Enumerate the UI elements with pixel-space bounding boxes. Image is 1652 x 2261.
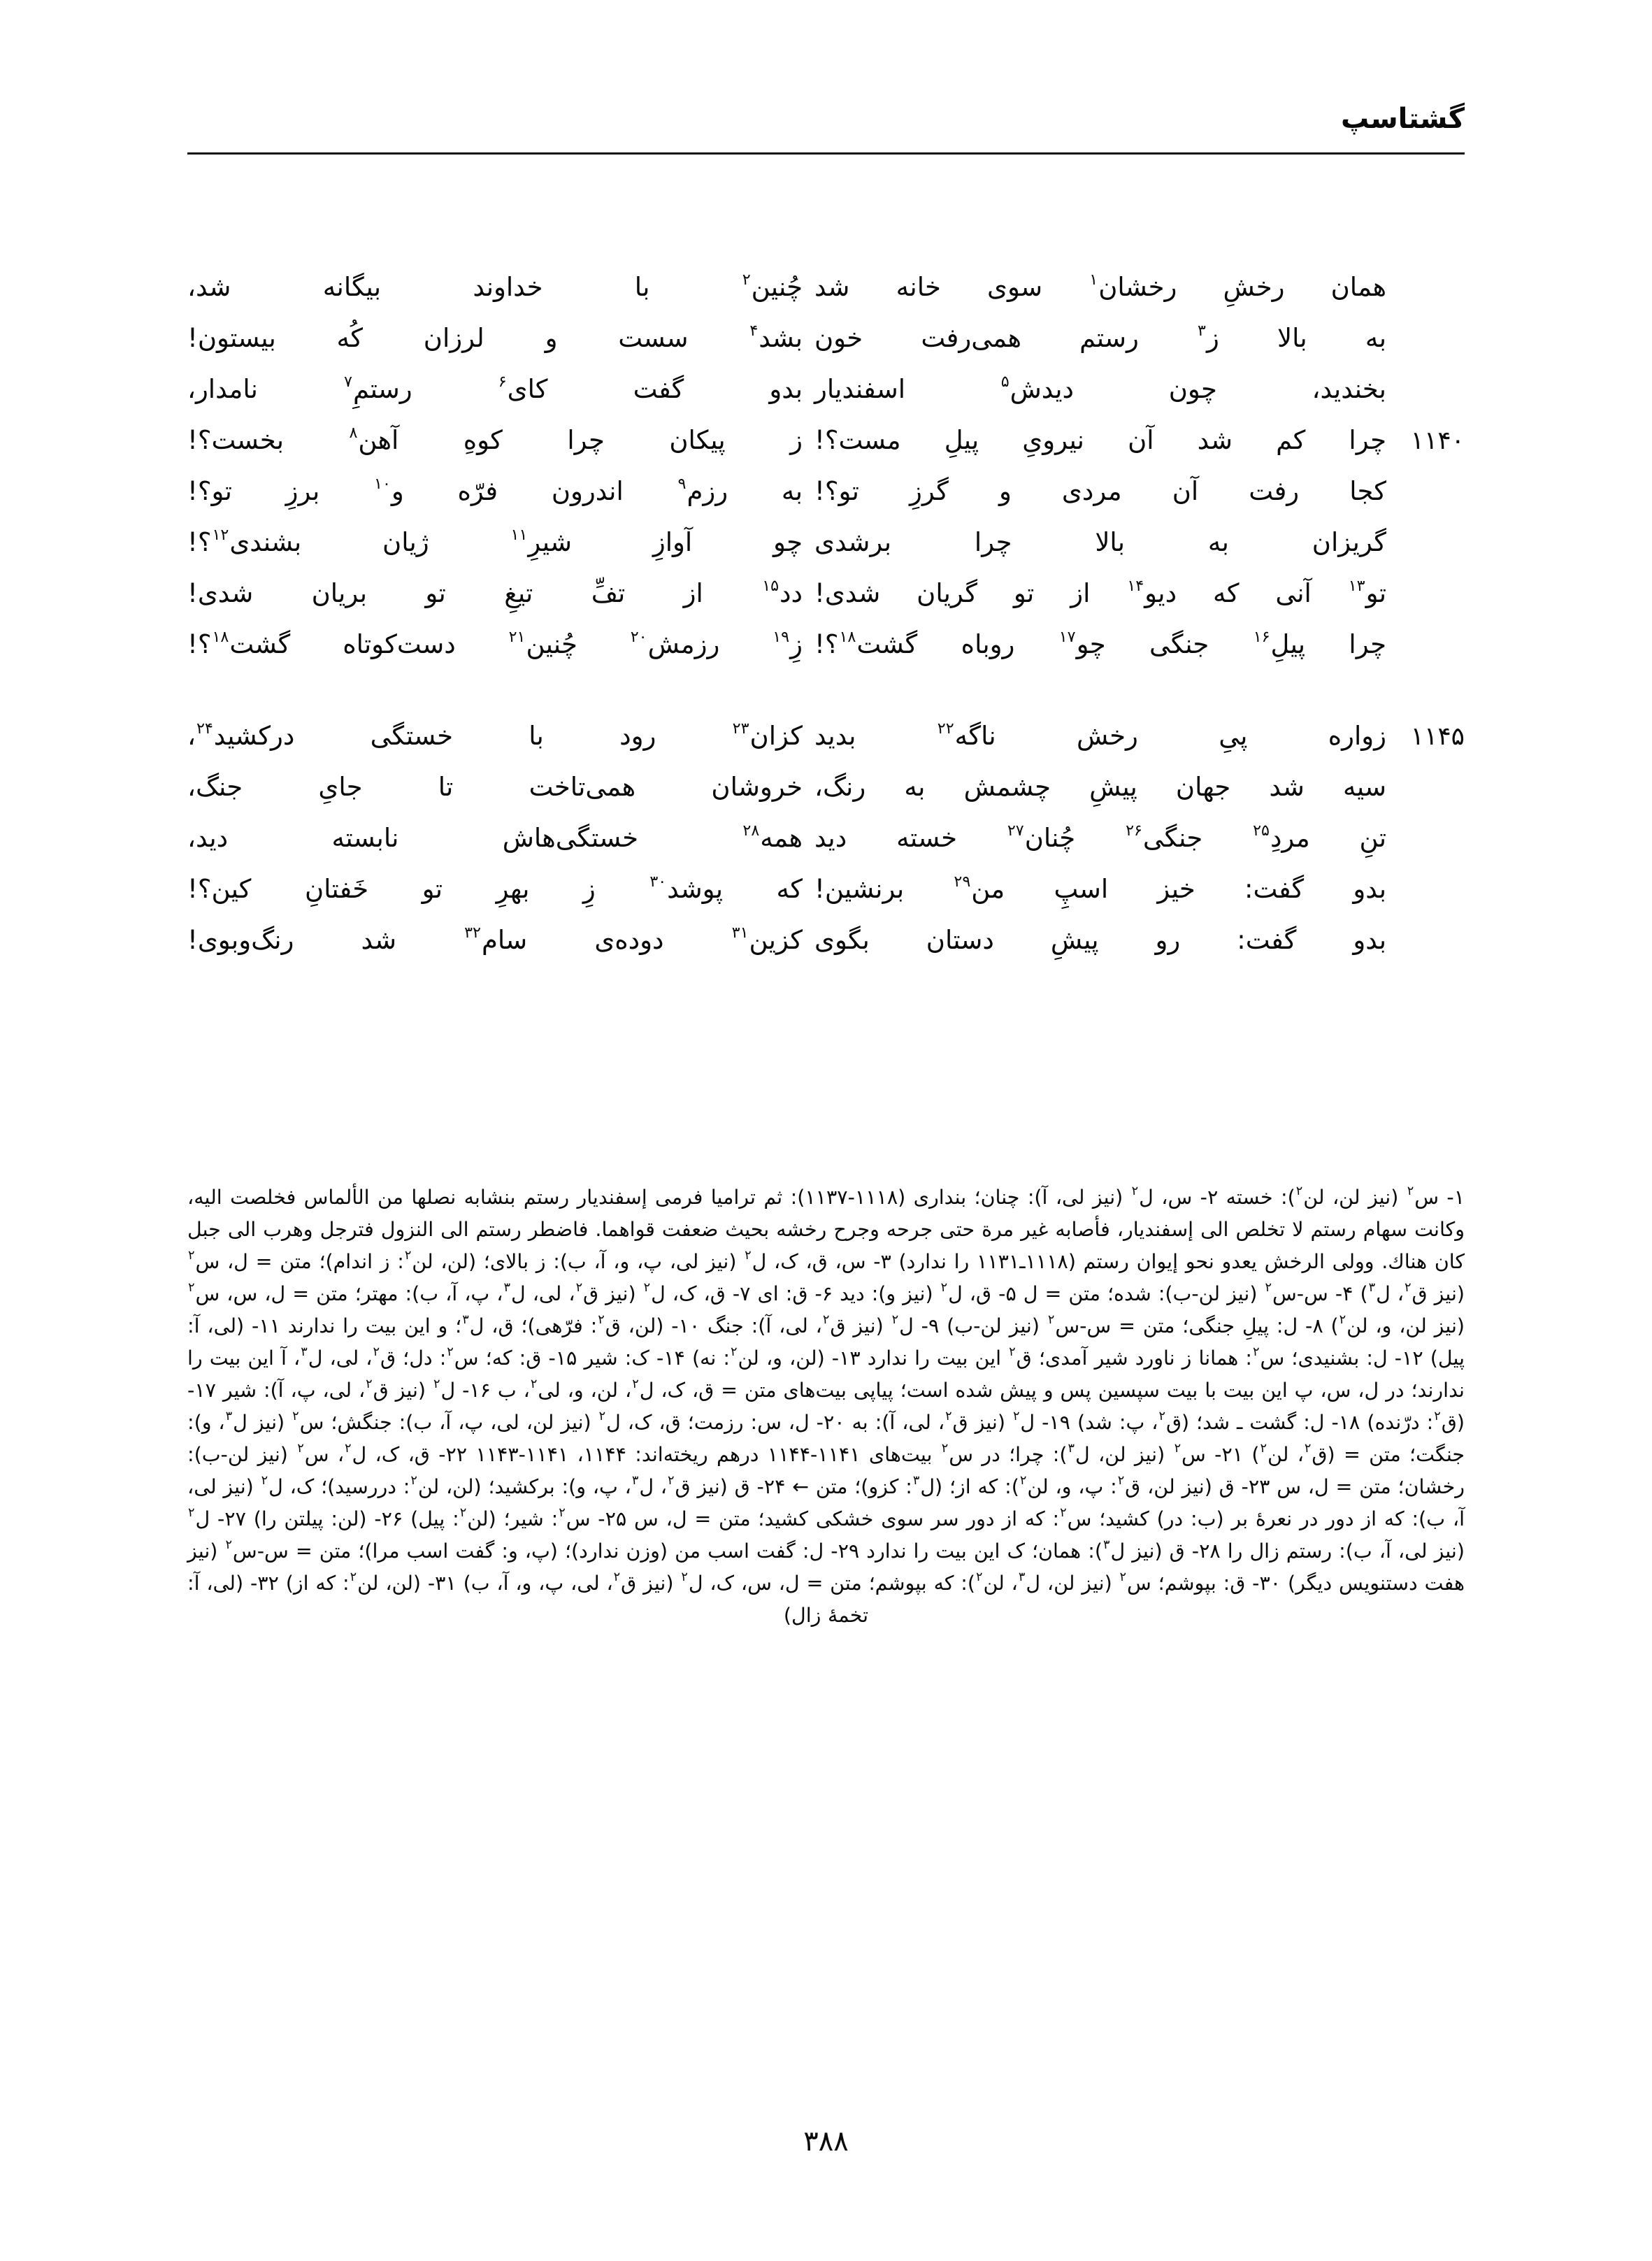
verse-line xyxy=(187,924,803,978)
verse-line xyxy=(814,927,1465,978)
verse-column-left xyxy=(187,271,803,978)
running-head xyxy=(187,102,1465,169)
verse-number: ۱۱۴۵ xyxy=(1410,722,1465,751)
hemistich-text: کجا رفت آن مردی و گرزِ تو؟! xyxy=(814,476,1386,506)
verse-line xyxy=(187,821,803,876)
hemistich-text: تو$^{۱۳}$ آنی که دیو$^{۱۴}$ از تو گریان شدی! xyxy=(814,577,1386,608)
verse-line xyxy=(187,577,803,631)
verse-line xyxy=(814,577,1465,631)
hemistich-text: بدو گفت کای$^۶$ رستمِ$^۷$ نامدار، xyxy=(187,373,803,404)
hemistich-text: سیه شد جهان پیشِ چشمش به رنگ، xyxy=(814,772,1386,802)
verse-line xyxy=(814,719,1465,774)
page-number: ۳۸۸ xyxy=(803,2125,849,2158)
hemistich-text: به رزم$^۹$ اندرون فرّه و$^{۱۰}$ برزِ تو؟! xyxy=(187,475,803,506)
verse-line xyxy=(187,475,803,529)
verse-line xyxy=(814,774,1465,825)
verse-line xyxy=(187,719,803,774)
hemistich-text: که پوشد$^{۳۰}$ زِ بهرِ تو خَفتانِ کین؟! xyxy=(187,873,803,904)
verse-line xyxy=(187,873,803,927)
hemistich-text: بدو گفت: رو پیشِ دستان بگوی xyxy=(814,925,1386,955)
verse-line xyxy=(814,821,1465,876)
hemistich-text: به بالا ز$^۳$ رستم همی‌رفت خون xyxy=(814,322,1386,353)
hemistich-text: زواره پیِ رخش ناگه$^{۲۲}$ بدید xyxy=(814,719,1387,751)
critical-apparatus xyxy=(187,1182,1465,1632)
hemistich-text: همان رخشِ رخشان$^۱$ سوی خانه شد xyxy=(814,271,1386,302)
verse-line xyxy=(814,427,1465,478)
running-head-title: گشتاسپ xyxy=(1341,103,1465,135)
header-rule-divider xyxy=(187,152,1465,155)
hemistich-text: خروشان همی‌تاخت تا جایِ جنگ، xyxy=(187,772,803,802)
verse-line xyxy=(187,628,803,682)
hemistich-text: کزین$^{۳۱}$ دوده‌ی سام$^{۳۲}$ شد رنگ‌وبوی! xyxy=(187,924,803,955)
stanza-gap xyxy=(187,682,803,723)
hemistich-text: بشد$^۴$ سست و لرزان کُه بیستون! xyxy=(187,322,803,353)
verse-line xyxy=(814,873,1465,927)
verse-number: ۱۱۴۰ xyxy=(1410,426,1465,455)
hemistich-text: زِ$^{۱۹}$ رزمش$^{۲۰}$ چُنین$^{۲۱}$ دست‌کوتاه گشت$^{۱۸}$؟! xyxy=(187,628,803,659)
verse-line xyxy=(187,526,803,580)
verse-line xyxy=(814,322,1465,376)
hemistich-text: دد$^{۱۵}$ از تفِّ تیغِ تو بریان شدی! xyxy=(187,577,803,608)
verse-line xyxy=(187,774,803,825)
verse-line xyxy=(187,424,803,478)
hemistich-text: چُنین$^۲$ با خداوند بیگانه شد، xyxy=(187,271,803,302)
verse-line xyxy=(187,322,803,376)
verse-line xyxy=(814,478,1465,529)
stanza-gap xyxy=(814,682,1465,723)
verse-line xyxy=(814,529,1465,580)
verse-line xyxy=(187,271,803,325)
verse-line xyxy=(187,373,803,427)
hemistich-text: بدو گفت: خیز اسپِ من$^{۲۹}$ برنشین! xyxy=(814,873,1386,904)
apparatus-note-block: ۱- س$^۲$ (نیز لن، لن$^۲$): خسته ۲- س، ل$^۲$ (نیز لی، آ): چنان؛ بنداری (۱۱۱۸-۱۱۳۷): ثم ترامیا فرمی إسفندیار رستم بنشابه نصلها من الألماس فخلصت الیه، وکانت سهام رستم لا تخلص الی إسفندیار، فأصابه غیر مرة حتی جرحه وجرح رخشه بحیث ضعفت قواهما. فاضطر رستم الی النزول فترجل وهرب الی جبل کان هناك. وولی الرخش یعدو نحو إیوان رستم (۱۱۱۸ـ۱۱۳۱ را ندارد) ۳- س، ق، ک، ل$^۲$ (نیز لی، پ، و، آ، ب): ز بالای؛ (لن، لن$^۲$: ز اندام)؛ متن = ل، س$^۲$ (نیز ق$^۲$، ل$^۳$) ۴- س-س$^۲$ (نیز لن-ب): شده؛ متن = ل ۵- ق، ل$^۲$ (نیز و): دید ۶- ق: ای ۷- ق، ک، ل$^۲$ (نیز ق$^۲$، لی، ل$^۳$، پ، آ، ب): مهتر؛ متن = ل، س، س$^۲$ (نیز لن، و، لن$^۲$) ۸- ل: پیلِ جنگی؛ متن = س-س$^۲$ (نیز لن-ب) ۹- ل$^۲$ (نیز ق$^۲$، لی، آ): جنگ ۱۰- (لن، ق$^۲$: فرّهی)؛ ق، ل$^۳$؛ و این بیت را ندارند ۱۱- (لی، آ: پیل) ۱۲- ل: بشنیدی؛ س$^۲$: همانا ز ناورد شیر آمدی؛ ق$^۲$ این بیت را ندارد ۱۳- (لن، و، لن$^۲$: نه) ۱۴- ک: شیر ۱۵- ق: که؛ س$^۲$: دل؛ ق$^۲$، لی، ل$^۳$، آ این بیت را ندارند؛ در ل، س، پ این بیت با بیت سپسین پس و پیش شده است؛ پیاپی بیت‌های متن = ق، ک، ل$^۲$، لن، و، لی$^۲$، ب ۱۶- ل$^۲$ (نیز ق$^۲$، لی، پ، آ): شیر ۱۷- (ق$^۲$: درّنده) ۱۸- ل: گشت ـ شد؛ (ق$^۲$، پ: شد) ۱۹- ل$^۲$ (نیز ق$^۲$، لی، آ): به ۲۰- ل، س: رزمت؛ ق، ک، ل$^۲$ (نیز لن، لی، پ، آ، ب): جنگش؛ س$^۲$ (نیز ل$^۳$، و): جنگت؛ متن = (ق$^۲$، لن$^۲$) ۲۱- س$^۲$ (نیز لن، ل$^۳$): چرا؛ در س$^۲$ بیت‌های ۱۱۴۱-۱۱۴۴ درهم ریخته‌اند: ۱۱۴۴، ۱۱۴۱-۱۱۴۳ ۲۲- ق، ک، ل$^۲$، س$^۲$ (نیز لن-ب): رخشان؛ متن = ل، س ۲۳- ق (نیز لن، ق$^۲$: پ، و، لن$^۲$): که از؛ (ل$^۳$: کزو)؛ متن ← ۲۴- ق (نیز ق$^۲$، ل$^۳$، پ، و): برکشید؛ (لن، لن$^۲$: دررسید)؛ ک، ل$^۲$ (نیز لی، آ، ب): که از دور در نعرهٔ بر (ب: در) کشید؛ س$^۲$: که از دور سر سوی خشکی کشید؛ متن = ل، س ۲۵- س$^۲$: شیر؛ (لن$^۲$: پیل) ۲۶- (لن: پیلتن را) ۲۷- ل$^۲$ (نیز لی، آ، ب): رستم زال را ۲۸- ق (نیز ل$^۳$): همان؛ ک این بیت را ندارد ۲۹- ل: گفت اسب من (وزن ندارد)؛ (پ، و: گفت اسب مرا)؛ متن = س-س$^۲$ (نیز هفت دستنویس دیگر) ۳۰- ق: بپوشم؛ س$^۲$ (نیز لن، ل$^۳$، لن$^۲$): که بپوشم؛ متن = ل، س، ک، ل$^۲$ (نیز ق$^۲$، لی، پ، و، آ، ب) ۳۱- (لن، لن$^۲$: که از) ۳۲- (لی، آ: تخمهٔ زال) xyxy=(187,1184,1465,1627)
hemistich-text: چو آوازِ شیرِ$^{۱۱}$ ژیان بشندی$^{۱۲}$؟! xyxy=(187,526,803,557)
verse-body xyxy=(187,271,1465,1029)
hemistich-text: تنِ مردِ$^{۲۵}$ جنگی$^{۲۶}$ چُنان$^{۲۷}$ خسته دید xyxy=(814,821,1387,853)
hemistich-text: گریزان به بالا چرا برشدی xyxy=(814,527,1386,557)
hemistich-text: ز پیکان چرا کوهِ آهن$^۸$ بخست؟! xyxy=(187,424,803,455)
hemistich-text: همه$^{۲۸}$ خستگی‌هاش نابسته دید، xyxy=(187,821,803,853)
verse-line xyxy=(814,628,1465,682)
hemistich-text: چرا پیلِ$^{۱۶}$ جنگی چو$^{۱۷}$ روباه گشت$^{۱۸}$؟! xyxy=(814,628,1386,659)
verse-line xyxy=(814,373,1465,427)
verse-line xyxy=(814,271,1465,325)
verse-column-right xyxy=(814,271,1465,978)
hemistich-text: بخندید، چون دیدش$^۵$ اسفندیار xyxy=(814,373,1386,404)
verse-columns xyxy=(187,271,1465,978)
hemistich-text: چرا کم شد آن نیرویِ پیلِ مست؟! xyxy=(814,425,1386,455)
hemistich-text: کزان$^{۲۳}$ رود با خستگی درکشید$^{۲۴}$، xyxy=(187,719,803,751)
